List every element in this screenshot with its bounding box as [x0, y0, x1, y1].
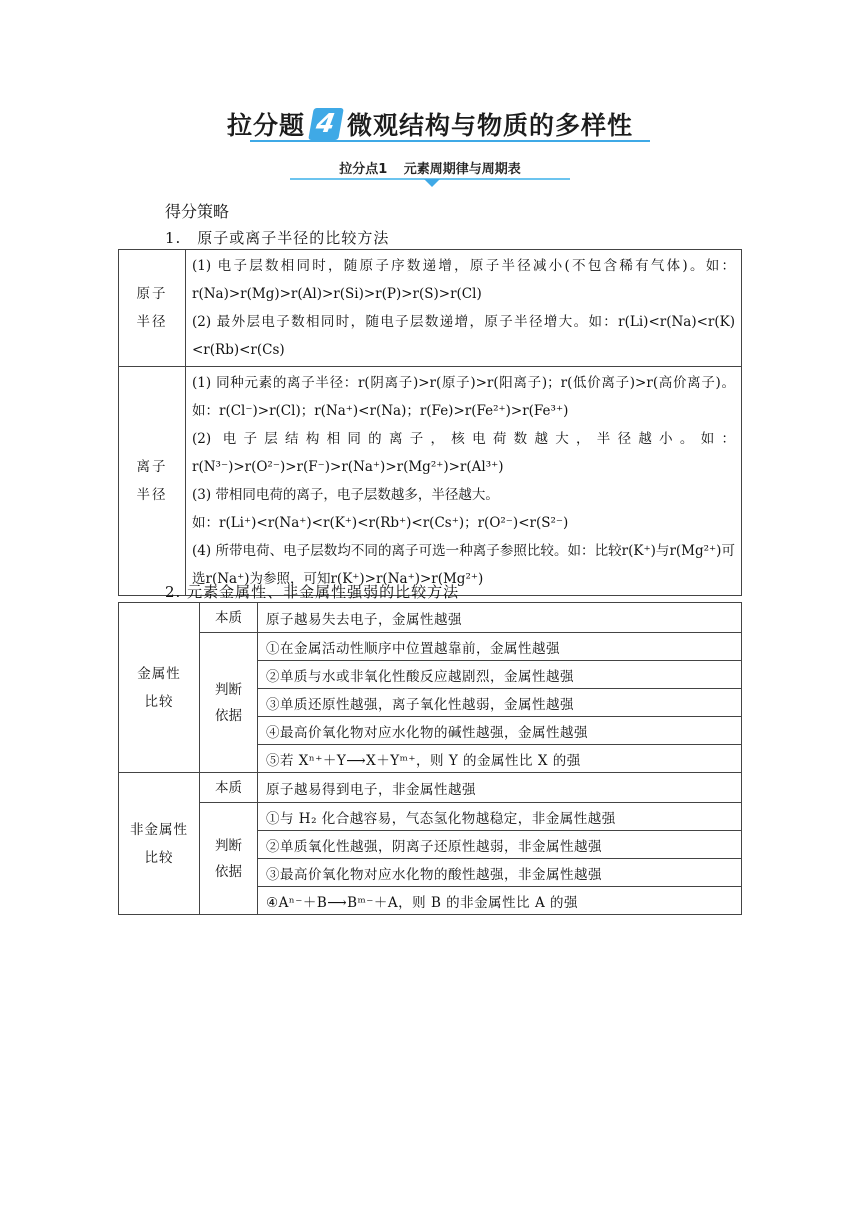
- metal-basis-label: 判断 依据: [200, 633, 258, 773]
- nonmetal-basis-label: 判断 依据: [200, 803, 258, 915]
- title-number-badge: 4: [308, 108, 344, 140]
- ion-radius-label: 离子 半径: [119, 367, 186, 596]
- nonmetal-label: 非金属性 比较: [119, 773, 200, 915]
- table-row: [119, 603, 742, 633]
- table-row: [119, 250, 742, 367]
- list-item: ①与 H₂ 化合越容易，气态氢化物越稳定，非金属性越强: [258, 803, 742, 831]
- metal-essence: 原子越易失去电子，金属性越强: [258, 603, 742, 633]
- table-row: [119, 803, 742, 831]
- table-row: [119, 773, 742, 803]
- sub-title-text: 元素周期律与周期表: [403, 162, 521, 177]
- radius-comparison-table: [118, 249, 742, 596]
- atom-radius-content: [186, 250, 742, 367]
- list-item: (1) 电子层数相同时，随原子序数递增，原子半径减小(不包含稀有气体)。如：r(Na)>r(Mg)>r(Al)>r(Si)>r(P)>r(S)>r(Cl): [192, 258, 735, 302]
- list-item: (2) 最外层电子数相同时，随电子层数递增，原子半径增大。如：r(Li)<r(Na)<r(K)<r(Rb)<r(Cs): [192, 314, 735, 358]
- list-item: ④最高价氧化物对应水化物的碱性越强，金属性越强: [258, 717, 742, 745]
- atom-radius-label: 原子 半径: [119, 250, 186, 367]
- list-item: (2) 电子层结构相同的离子，核电荷数越大，半径越小。如：r(N³⁻)>r(O²⁻)>r(F⁻)>r(Na⁺)>r(Mg²⁺)>r(Al³⁺): [192, 431, 735, 475]
- title-prefix: 拉分题: [226, 111, 305, 140]
- list-item: ⑤若 Xⁿ⁺＋Y⟶X＋Yᵐ⁺，则 Y 的金属性比 X 的强: [258, 745, 742, 773]
- list-item: ③最高价氧化物对应水化物的酸性越强，非金属性越强: [258, 859, 742, 887]
- table-row: [119, 367, 742, 596]
- chapter-title: [227, 106, 633, 142]
- metal-essence-label: 本质: [200, 603, 258, 633]
- nonmetal-essence-label: 本质: [200, 773, 258, 803]
- list-item: ①在金属活动性顺序中位置越靠前，金属性越强: [258, 633, 742, 661]
- list-item: (3) 带相同电荷的离子，电子层数越多，半径越大。: [192, 487, 499, 503]
- list-item: ④Aⁿ⁻＋B⟶Bᵐ⁻＋A，则 B 的非金属性比 A 的强: [258, 887, 742, 915]
- list-item: (4) 所带电荷、电子层数均不同的离子可选一种离子参照比较。如：比较r(K⁺)与r(Mg²⁺)可选r(Na⁺)为参照，可知r(K⁺)>r(Na⁺)>r(Mg²⁺): [192, 543, 735, 587]
- part1-heading: 1. 原子或离子半径的比较方法: [165, 229, 390, 247]
- list-item: ③单质还原性越强，离子氧化性越弱，金属性越强: [258, 689, 742, 717]
- table-row: [119, 633, 742, 661]
- metal-label: 金属性 比较: [119, 603, 200, 773]
- metallicity-comparison-table: [118, 602, 742, 915]
- list-item: ②单质与水或非氧化性酸反应越剧烈，金属性越强: [258, 661, 742, 689]
- title-suffix: 微观结构与物质的多样性: [347, 111, 634, 140]
- title-underline: [250, 140, 650, 142]
- list-item: (1) 同种元素的离子半径：r(阴离子)>r(原子)>r(阳离子)；r(低价离子)>r(高价离子)。如：r(Cl⁻)>r(Cl)；r(Na⁺)<r(Na)；r(Fe)>r(Fe²⁺)>r(Fe³⁺): [192, 375, 735, 419]
- part2-heading: 2. 元素金属性、非金属性强弱的比较方法: [165, 583, 460, 601]
- ion-radius-content: [186, 367, 742, 596]
- list-item: 如：r(Li⁺)<r(Na⁺)<r(K⁺)<r(Rb⁺)<r(Cs⁺)；r(O²⁻)<r(S²⁻): [192, 515, 569, 531]
- sub-point-label: 拉分点1: [339, 162, 388, 177]
- nonmetal-essence: 原子越易得到电子，非金属性越强: [258, 773, 742, 803]
- list-item: ②单质氧化性越强，阴离子还原性越弱，非金属性越强: [258, 831, 742, 859]
- chapter-header: [0, 106, 860, 142]
- subtitle-arrow-icon: [424, 179, 440, 187]
- strategy-label: 得分策略: [165, 202, 230, 221]
- section-subtitle: [0, 158, 860, 177]
